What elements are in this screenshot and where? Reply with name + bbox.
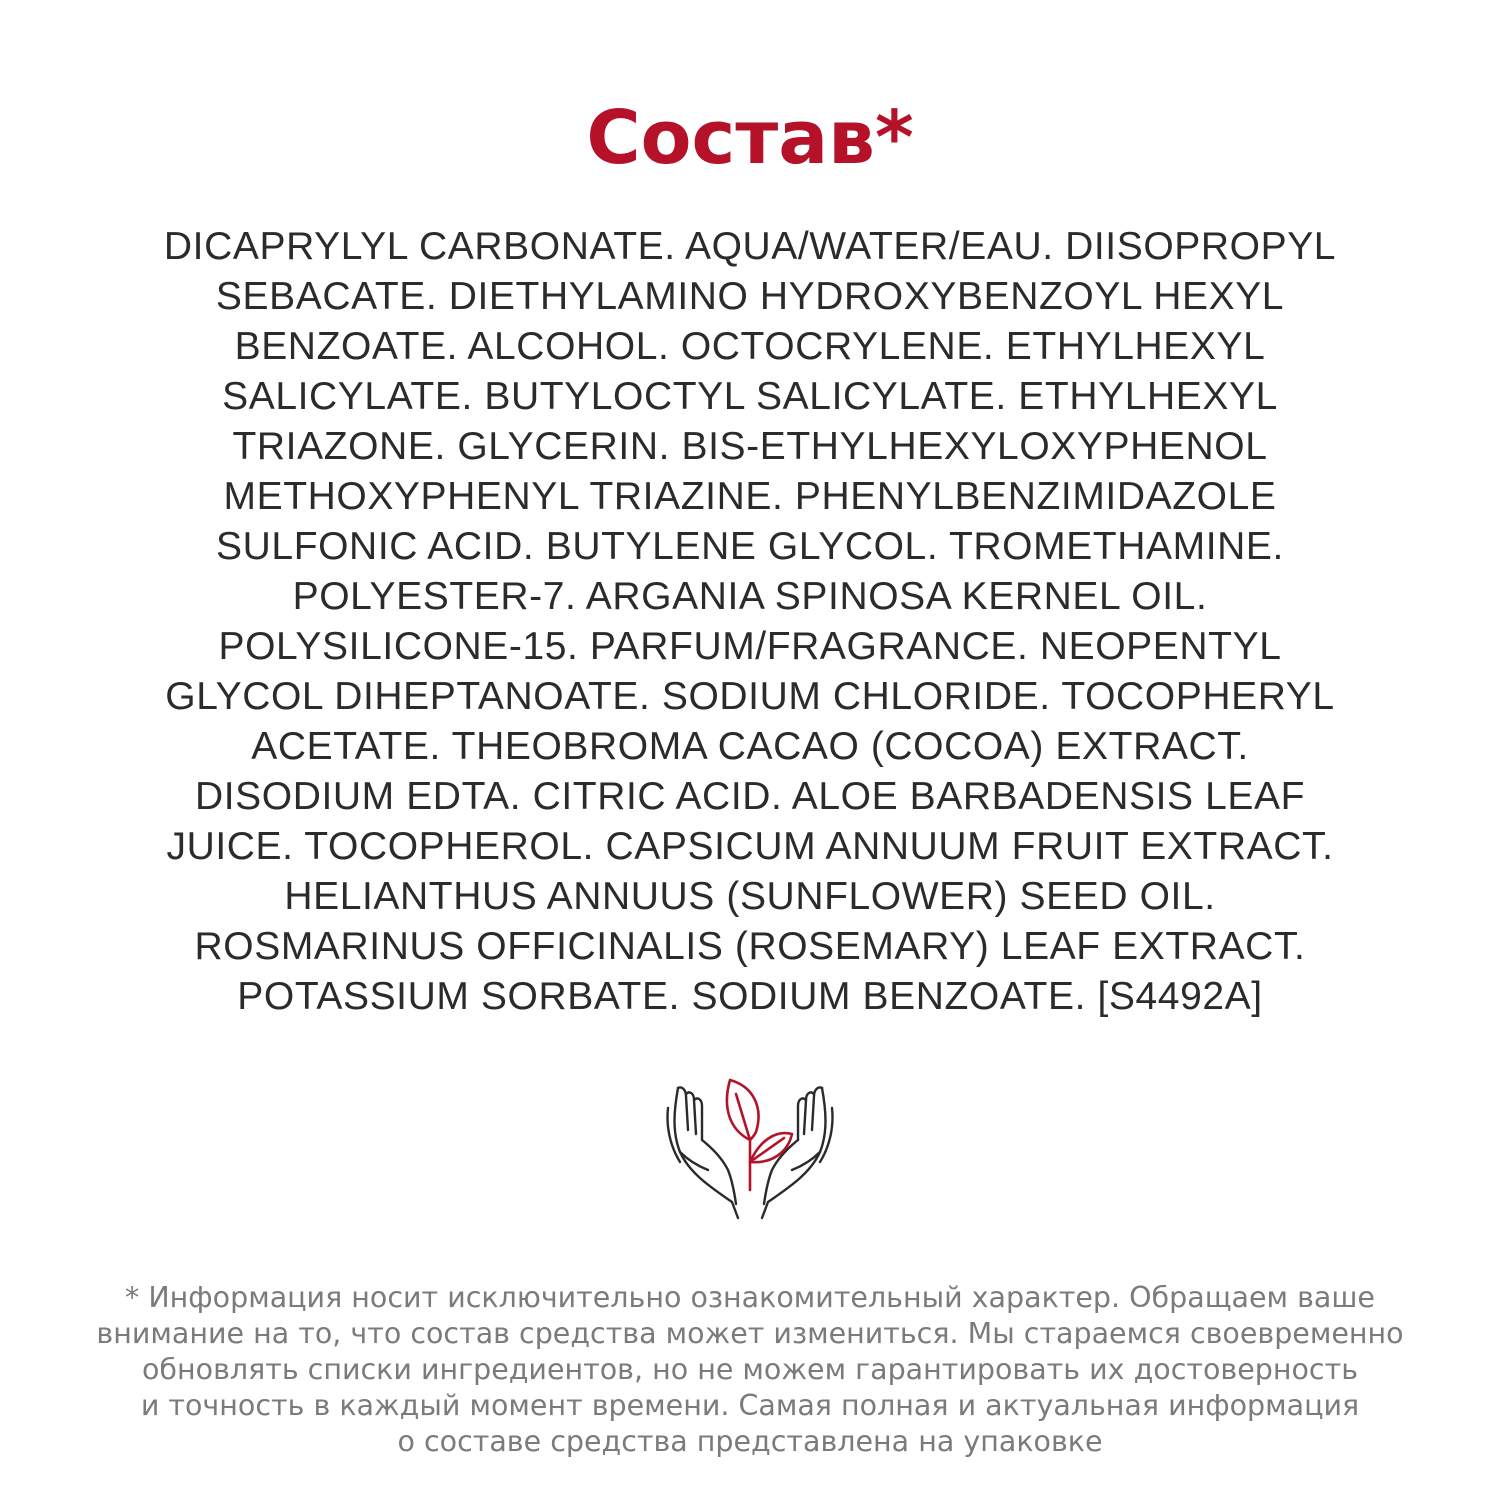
disclaimer [30, 1280, 1470, 1460]
ingredients-line: SEBACATE. DIETHYLAMINO HYDROXYBENZOYL HEXYL [215, 275, 1285, 318]
ingredients-line: GLYCOL DIHEPTANOATE. SODIUM CHLORIDE. TOCOPHERYL [165, 675, 1335, 718]
leaves-icon [727, 1080, 792, 1190]
ingredients-line: POLYESTER-7. ARGANIA SPINOSA KERNEL OIL. [292, 575, 1208, 618]
ingredients-line: HELIANTHUS ANNUUS (SUNFLOWER) SEED OIL. [284, 875, 1216, 918]
ingredients-line: POTASSIUM SORBATE. SODIUM BENZOATE. [S4492A] [237, 975, 1263, 1018]
ingredients-line: JUICE. TOCOPHEROL. CAPSICUM ANNUUM FRUIT EXTRACT. [166, 825, 1334, 868]
ingredients-line: POLYSILICONE-15. PARFUM/FRAGRANCE. NEOPENTYL [218, 625, 1282, 668]
ingredients-line: SALICYLATE. BUTYLOCTYL SALICYLATE. ETHYLHEXYL [222, 375, 1278, 418]
ingredients-line: BENZOATE. ALCOHOL. OCTOCRYLENE. ETHYLHEXYL [234, 325, 1266, 368]
disclaimer-line: * Информация носит исключительно ознакомительный характер. Обращаем ваше [125, 1281, 1375, 1314]
disclaimer-line: внимание на то, что состав средства может измениться. Мы стараемся своевременно [96, 1317, 1404, 1350]
page-title: Состав* [586, 95, 914, 181]
right-hand-icon [762, 1087, 833, 1218]
ingredients-line: TRIAZONE. GLYCERIN. BIS-ETHYLHEXYLOXYPHENOL [232, 425, 1268, 468]
ingredients-line: DISODIUM EDTA. CITRIC ACID. ALOE BARBADENSIS LEAF [194, 775, 1306, 818]
disclaimer-line: обновлять списки ингредиентов, но не можем гарантировать их достоверность [141, 1353, 1358, 1386]
ingredients-line: ACETATE. THEOBROMA CACAO (COCOA) EXTRACT. [251, 725, 1249, 768]
ingredients-line: DICAPRYLYL CARBONATE. AQUA/WATER/EAU. DIISOPROPYL [163, 225, 1337, 268]
ingredients-line: ROSMARINUS OFFICINALIS (ROSEMARY) LEAF EXTRACT. [194, 925, 1306, 968]
ingredients-line: METHOXYPHENYL TRIAZINE. PHENYLBENZIMIDAZOLE [223, 475, 1277, 518]
disclaimer-line: и точность в каждый момент времени. Самая полная и актуальная информация [140, 1389, 1360, 1422]
hands-holding-leaves-icon [660, 1070, 840, 1220]
disclaimer-line: о составе средства представлена на упаковке [397, 1425, 1103, 1458]
ingredients-line: SULFONIC ACID. BUTYLENE GLYCOL. TROMETHAMINE. [216, 525, 1284, 568]
ingredients-list [60, 222, 1440, 1022]
